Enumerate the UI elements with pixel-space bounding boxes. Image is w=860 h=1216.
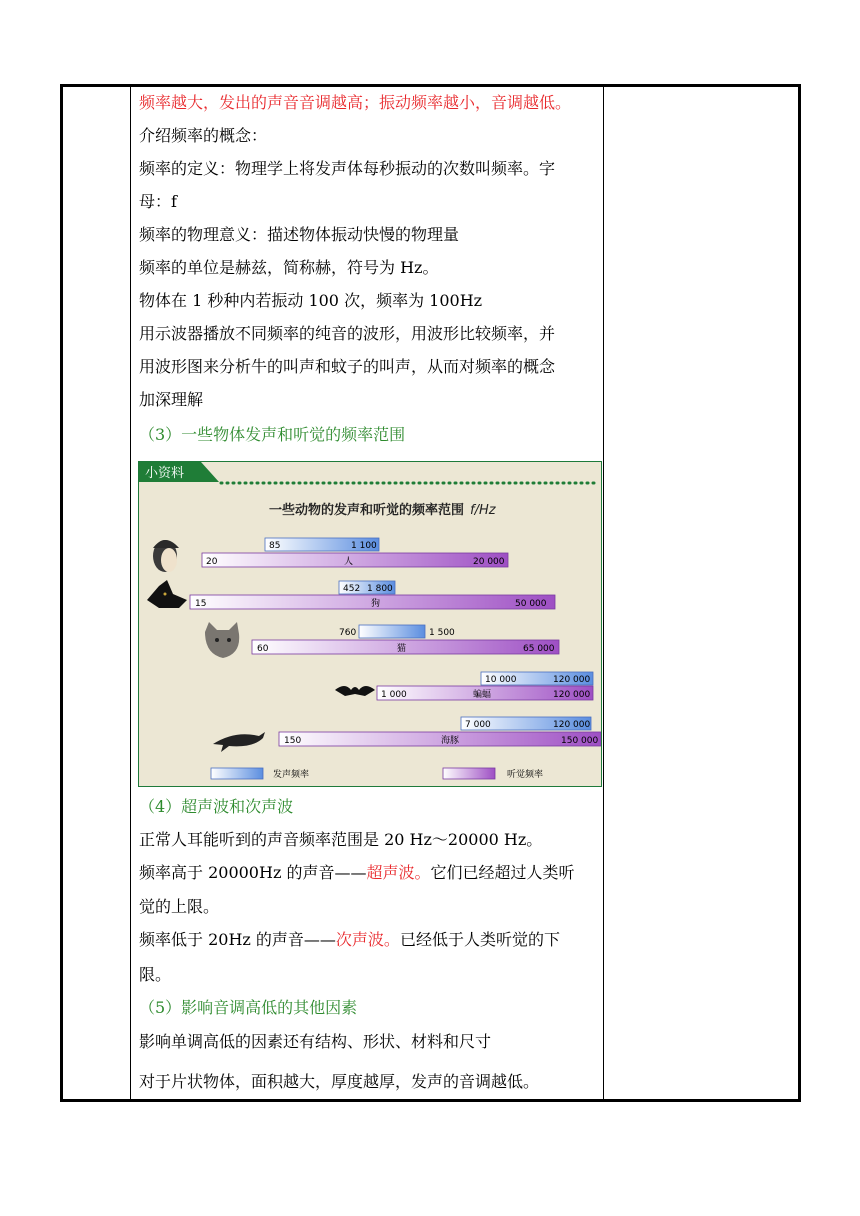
- text-line: 用波形图来分析牛的叫声和蚊子的叫声，从而对频率的概念: [139, 357, 556, 376]
- cat-emit-high: 1 500: [429, 628, 455, 638]
- cat-hear-low: 60: [257, 644, 269, 654]
- human-hear-bar: [202, 553, 508, 567]
- text-line: 限。: [139, 965, 172, 984]
- text-span: 频率高于 20000Hz 的声音——: [139, 863, 367, 882]
- cat-head-icon: [205, 622, 239, 658]
- info-tag: [139, 462, 219, 482]
- human-hear-high: 20 000: [473, 557, 505, 567]
- dog-emit-low: 452: [343, 584, 361, 594]
- text-line: 正常人耳能听到的声音频率范围是 20 Hz～20000 Hz。: [139, 830, 543, 849]
- legend-hear-label: 听觉频率: [507, 770, 544, 780]
- text-line: 对于片状物体，面积越大，厚度越厚，发声的音调越低。: [139, 1072, 540, 1091]
- frequency-range-figure: [138, 461, 602, 787]
- dog-hear-high: 50 000: [515, 599, 547, 609]
- dolphin-label: 海豚: [441, 736, 460, 746]
- text-line: 频率的定义：物理学上将发声体每秒振动的次数叫频率。字: [139, 159, 556, 178]
- dog-hear-low: 15: [195, 599, 207, 609]
- text-line: [139, 929, 560, 951]
- dolphin-emit-high: 120 000: [553, 720, 591, 730]
- legend-hear-swatch: [443, 768, 495, 779]
- text-line: 加深理解: [139, 390, 204, 409]
- table-column-divider-left: [130, 87, 131, 1099]
- table-column-divider-right: [603, 87, 604, 1099]
- dog-head-icon: [147, 580, 187, 608]
- text-line: 影响单调高低的因素还有结构、形状、材料和尺寸: [139, 1032, 492, 1051]
- human-hear-low: 20: [206, 557, 218, 567]
- info-tag-label: 小资料: [145, 466, 185, 481]
- figure-legend: [211, 768, 543, 780]
- dolphin-hear-bar: [279, 732, 601, 746]
- cat-label: 猫: [397, 644, 407, 654]
- legend-emit-swatch: [211, 768, 263, 779]
- text-line: 频率的物理意义：描述物体振动快慢的物理量: [139, 225, 460, 244]
- dog-emit-high: 1 800: [367, 584, 393, 594]
- text-line: 用示波器播放不同频率的纯音的波形，用波形比较频率，并: [139, 324, 556, 343]
- cat-hear-high: 65 000: [523, 644, 555, 654]
- human-label: 人: [344, 557, 354, 567]
- text-line: [139, 862, 575, 884]
- bat-hear-high: 120 000: [553, 690, 591, 700]
- bat-label: 蝙蝠: [473, 690, 492, 700]
- dolphin-emit-low: 7 000: [465, 720, 491, 730]
- dolphin-hear-high: 150 000: [561, 736, 599, 746]
- figure-title: 一些动物的发声和听觉的频率范围 f/Hz: [269, 503, 496, 518]
- text-line: 频率越大，发出的声音音调越高；振动频率越小，音调越低。: [139, 93, 572, 112]
- bat-emit-low: 10 000: [485, 675, 517, 685]
- text-line: 觉的上限。: [139, 897, 220, 916]
- text-line: （3）一些物体发声和听觉的频率范围: [139, 425, 406, 444]
- dolphin-icon: [213, 732, 265, 752]
- text-line: 物体在 1 秒种内若振动 100 次，频率为 100Hz: [139, 291, 483, 310]
- legend-emit-label: 发声频率: [273, 770, 310, 780]
- cat-emit-bar: [359, 625, 425, 638]
- text-span: 已经低于人类听觉的下: [399, 930, 560, 949]
- text-span: 频率低于 20Hz 的声音——: [139, 930, 336, 949]
- text-line: 介绍频率的概念：: [139, 126, 268, 145]
- bat-icon: [335, 686, 375, 696]
- bat-emit-high: 120 000: [553, 675, 591, 685]
- human-emit-low: 85: [269, 541, 281, 551]
- text-line: （5）影响音调高低的其他因素: [139, 998, 358, 1017]
- human-emit-high: 1 100: [351, 541, 377, 551]
- text-line: （4）超声波和次声波: [139, 797, 294, 816]
- bat-hear-low: 1 000: [381, 690, 407, 700]
- dolphin-hear-low: 150: [284, 736, 302, 746]
- text-span: 次声波。: [335, 930, 400, 949]
- text-span: 超声波。: [366, 863, 431, 882]
- cat-emit-low: 760: [339, 628, 357, 638]
- text-line: 母：f: [139, 192, 177, 211]
- dog-label: 狗: [371, 599, 381, 609]
- text-span: 它们已经超过人类听: [430, 863, 575, 882]
- human-head-icon: [153, 540, 179, 572]
- text-line: 频率的单位是赫兹，简称赫，符号为 Hz。: [139, 258, 439, 277]
